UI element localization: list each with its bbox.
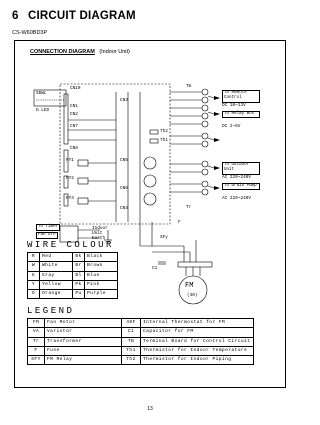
legend-row [28,328,254,337]
legend-row [28,319,254,328]
indoor-earth-label: Indoor Unit Earth [92,226,108,241]
legend-row-cell: 49F [122,319,141,328]
wire-colour-heading: WIRE COLOUR [27,240,114,250]
cn6-label: CN6 [120,186,128,191]
wire-colour-row-cell: Blue [85,271,118,280]
legend-table [27,318,254,365]
wire-colour-row-cell: Gray [40,271,73,280]
remote-volt-label: DC 10~13V [222,103,246,108]
legend-row-cell: FM [28,319,45,328]
legend-row-cell: F [28,346,45,355]
diagram-title-text: CONNECTION DIAGRAM [30,49,95,55]
fan-op-box: Fan O/P [36,232,58,239]
cn5-label: CN5 [120,158,128,163]
to-relay-box: To Relay Box [222,111,260,118]
legend-row-cell: Fan Motor [45,319,122,328]
wire-colour-row-cell: Black [85,253,118,262]
wire-colour-row [28,280,118,289]
legend-row-cell: Internal Thermostat for FM [141,319,254,328]
legend-row [28,356,254,365]
legend-row-cell: Varistor [45,328,122,337]
legend-row-cell: Fuse [45,346,122,355]
legend-row-cell: Capacitor for FM [141,328,254,337]
wire-colour-table [27,252,118,299]
wire-colour-row-cell: R [28,253,40,262]
legend-row-cell: C1 [122,328,141,337]
legend-row-cell: Transformer [45,337,122,346]
wire-colour-row-cell: White [40,262,73,271]
wire-colour-row [28,271,118,280]
f-label: F [178,220,181,225]
legend-row-cell: Thermistor for Indoor Temperature [141,346,254,355]
cn4-label: CN4 [120,206,128,211]
wire-colour-row-cell: Pk [73,280,85,289]
cn7-label: CN7 [70,124,78,129]
wire-colour-row-cell: Purple [85,290,118,299]
to-remote-box: To Remote Control [222,90,260,103]
relay-ry3 [78,198,88,204]
wire-colour-row [28,262,118,271]
wire-colour-row-cell: O [28,290,40,299]
relay-ry1 [78,160,88,166]
wire-colour-row-cell: Bl [73,271,85,280]
legend-row-cell: Tr [28,337,45,346]
cn3-label: CN3 [120,98,128,103]
sdwl-label: SDWL [36,91,47,96]
drain-volt-label: AC 220~240V [222,196,251,201]
fm-label: FM [185,282,194,290]
cn1-label: CN1 [70,104,78,109]
c1-label: C1 [152,266,158,271]
relay-ry2 [78,178,88,184]
legend-row-cell: Th2 [122,356,141,365]
wire-colour-row-cell: G [28,271,40,280]
page-number: 13 [147,406,153,412]
th2-label: Th2 [160,129,168,134]
tr-label: Tr [186,205,192,210]
section-number: 6 [12,10,19,22]
ry3-label: RY3 [66,196,74,201]
cn10-label: CN10 [70,86,81,91]
legend-row [28,346,254,355]
ry2-label: RY2 [66,176,74,181]
wire-colour-row-cell: W [28,262,40,271]
to-drain-box: To Drain Pump [222,183,260,190]
legend-row-cell: SFY [28,356,45,365]
legend-row-cell: Terminal Board for Control Circuit [141,337,254,346]
wire-colour-row-cell: Y [28,280,40,289]
cn2-label: CN2 [70,112,78,117]
tm-label: Tm [186,84,192,89]
outdoor-volt-label: AC 220~240V [222,175,251,180]
legend-heading: LEGEND [27,306,75,316]
dled-label: D.LED [36,108,50,113]
section-title: CIRCUIT DIAGRAM [28,10,136,22]
sfy-label: SFy [160,235,168,240]
legend-row-cell: Th1 [122,346,141,355]
wire-colour-row-cell: Pu [73,290,85,299]
model-number: CS-W60BD3P [12,30,48,36]
diagram-subtitle: (Indoor Unit) [99,49,130,55]
legend-row [28,337,254,346]
wire-colour-row-cell: Br [73,262,85,271]
wire-colour-row-cell: Pink [85,280,118,289]
th1-label: Th1 [160,138,168,143]
wire-colour-row-cell: Brown [85,262,118,271]
wire-colour-row [28,290,118,299]
legend-row-cell: TB [122,337,141,346]
legend-row-cell: Thermistor for Indoor Piping [141,356,254,365]
legend-row-cell: FM Relay [45,356,122,365]
to-timer-box: To Timer [36,224,60,231]
relay-volt-label: DC 2~5V [222,124,241,129]
wire-colour-row-cell: Yellow [40,280,73,289]
cn8-label: CN8 [70,146,78,151]
legend-row-cell: VA [28,328,45,337]
fm-sub-label: (40) [187,293,198,298]
wire-colour-row [28,253,118,262]
ry1-label: RY1 [66,158,74,163]
to-outdoor-box: To Outdoor Unit [222,162,260,175]
wire-colour-row-cell: Orange [40,290,73,299]
fan-motor-circle [179,276,207,304]
wire-colour-row-cell: Bk [73,253,85,262]
wire-colour-row-cell: Red [40,253,73,262]
